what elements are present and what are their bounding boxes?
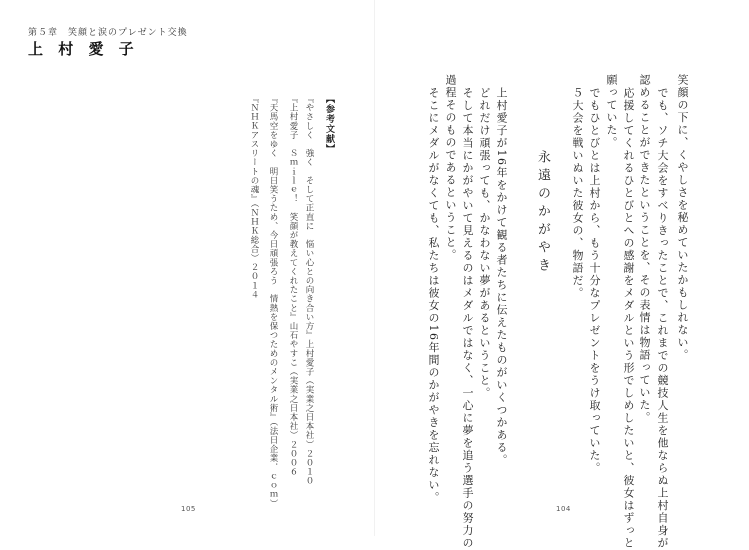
page-number-left: 105 xyxy=(181,505,196,513)
body-line: そして本当にかがやいて見えるのはメダルではなく、一心に夢を追う選手の努力の xyxy=(461,87,474,550)
body-line: 過程そのものであるということ。 xyxy=(444,74,457,262)
body-line: でも、ソチ大会をすべりきったことで、これまでの競技人生を他ならぬ上村自身が xyxy=(656,87,669,550)
athlete-name: 上 村 愛 子 xyxy=(28,40,139,58)
chapter-label: 第５章 笑顔と涙のプレゼント交換 xyxy=(28,28,188,38)
body-line: 上村愛子が16年をかけて観る者たちに伝えたものがいくつかある。 xyxy=(495,87,508,467)
body-line: そこにメダルがなくても、私たちは彼女の16年間のかがやきを忘れない。 xyxy=(427,87,440,504)
body-line: 応援してくれるひとびとへの感謝をメダルという形でしめしたいと、彼女はずっと xyxy=(622,87,635,550)
reference-item: 『上村愛子 Ｓｍｉｌｅ！ 笑顔が教えてくれたこと』山石やすこ（実業之日本社）２００６ xyxy=(288,94,298,477)
body-line: ５大会を戦いぬいた彼女の、物語だ。 xyxy=(571,87,584,300)
body-line: どれだけ頑張っても、かなわない夢があるということ。 xyxy=(478,87,491,400)
body-line: 笑顔の下に、くやしさを秘めていたかもしれない。 xyxy=(676,74,689,362)
references-heading: 【参考文献】 xyxy=(324,94,334,154)
section-heading: 永遠のかがやき xyxy=(535,150,550,276)
page-number-right: 104 xyxy=(556,505,571,513)
reference-item: 『ＮＨＫアスリートの魂』（ＮＨＫ総合）２０１４ xyxy=(249,94,259,300)
body-line: 願っていた。 xyxy=(605,74,618,149)
body-line: 認めることができたということを、その表情は物語っていた。 xyxy=(638,74,651,424)
reference-item: 『やさしく 強く そして正直に 悩い心との向き合い方』上村愛子（実業之日本社）２０１０ xyxy=(304,94,314,486)
body-line: でもひとびとは上村から、もう十分なプレゼントをうけ取っていた。 xyxy=(588,87,601,475)
gutter-divider xyxy=(374,0,375,536)
reference-item: 『天馬空をゆく 明日笑うため、今日頑張ろう 情熱を保つためのメンタル術』（法日企業．ｃｏｍ） xyxy=(268,94,278,509)
